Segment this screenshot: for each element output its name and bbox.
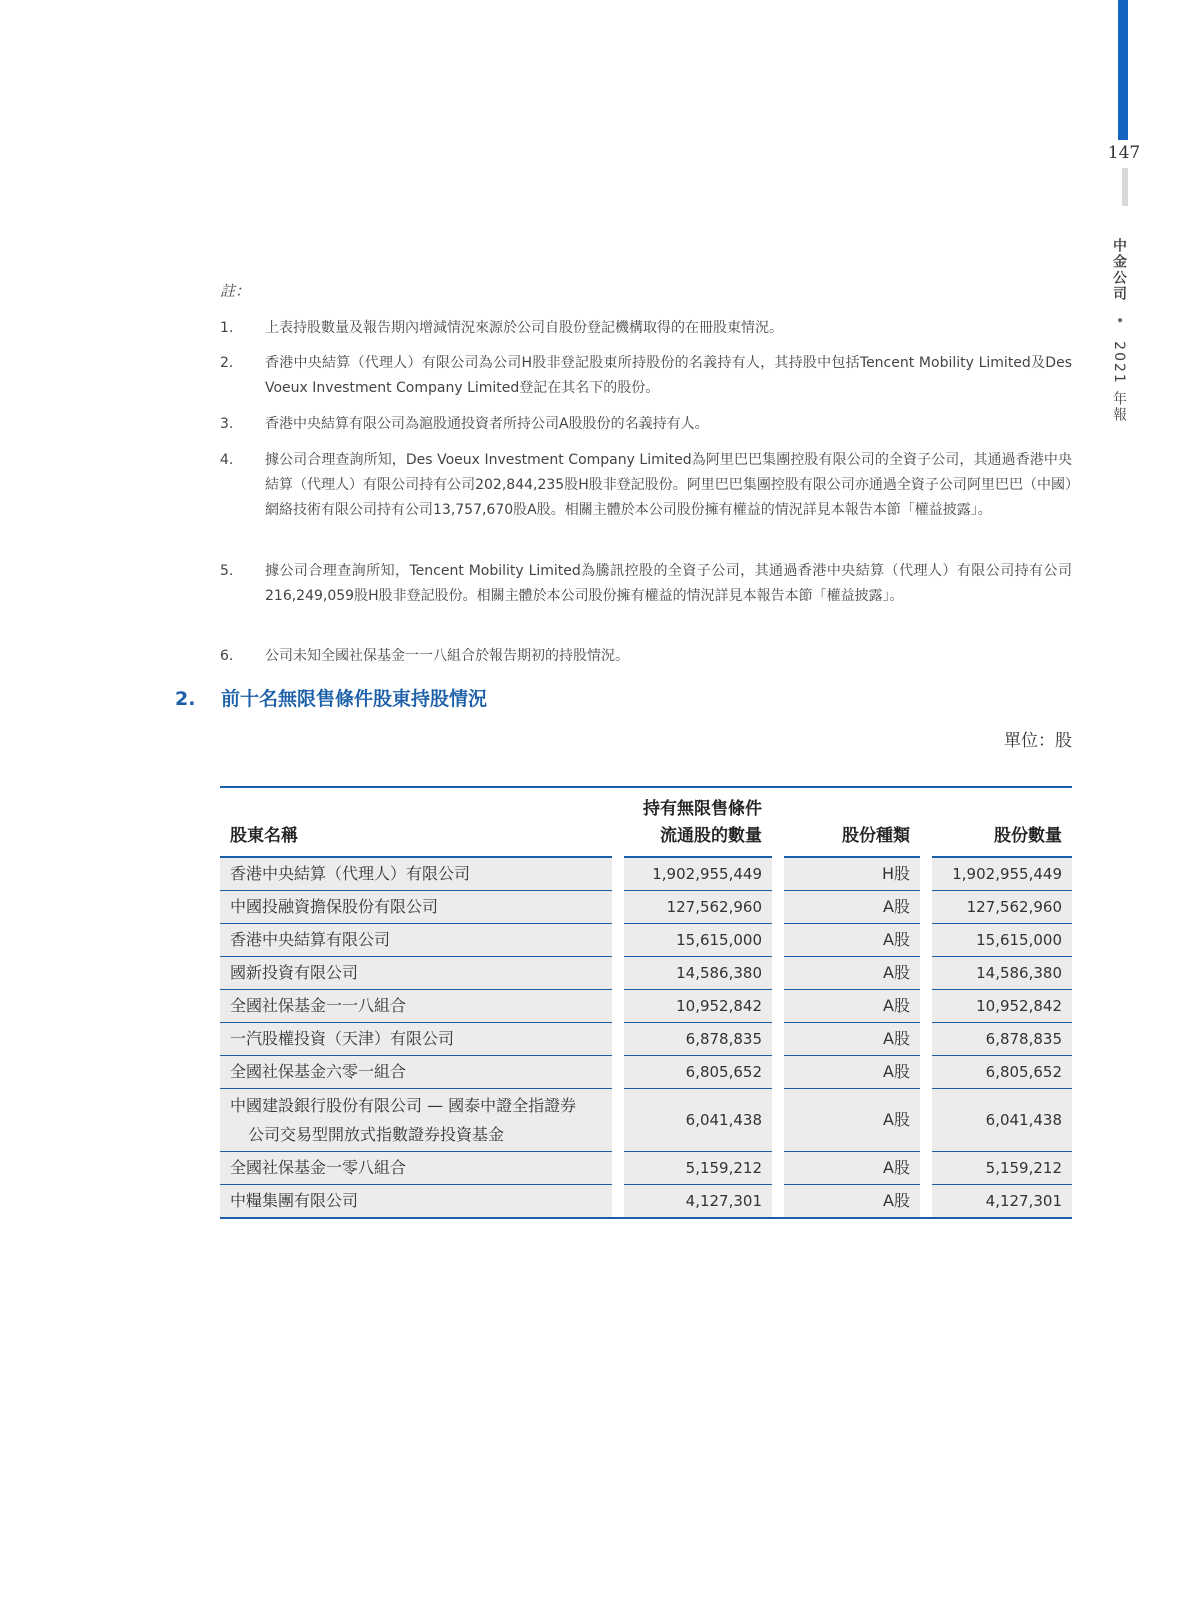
share-count: 15,615,000 <box>932 924 1072 957</box>
shareholder-name: 全國社保基金一一八組合 <box>220 990 612 1023</box>
share-class: A股 <box>784 1152 920 1185</box>
share-count: 10,952,842 <box>932 990 1072 1023</box>
note-item <box>220 412 1072 437</box>
report-title: 2021 年報 <box>1111 341 1127 424</box>
share-count: 6,878,835 <box>932 1023 1072 1056</box>
share-count: 6,805,652 <box>932 1056 1072 1089</box>
shareholder-name: 香港中央結算有限公司 <box>220 924 612 957</box>
note-number: 6. <box>220 648 234 664</box>
shareholder-name-line: 中國建設銀行股份有限公司 — 國泰中證全指證券 <box>230 1096 577 1115</box>
table-row <box>220 858 1072 891</box>
section-title: 前十名無限售條件股東持股情況 <box>221 688 488 710</box>
shareholder-name: 國新投資有限公司 <box>220 957 612 990</box>
table-row <box>220 924 1072 957</box>
company-name: 中金公司 <box>1111 238 1127 302</box>
shareholder-name-line: 公司交易型開放式指數證券投資基金 <box>248 1125 505 1144</box>
table-row <box>220 1152 1072 1185</box>
note-number: 2. <box>220 355 234 371</box>
section-heading <box>175 684 487 711</box>
section-number: 2. <box>175 688 196 710</box>
share-class: A股 <box>784 990 920 1023</box>
table-row <box>220 957 1072 990</box>
unrestricted-shares: 5,159,212 <box>624 1152 772 1185</box>
notes-title: 註： <box>220 282 251 300</box>
table-row <box>220 1023 1072 1056</box>
unrestricted-shares: 4,127,301 <box>624 1185 772 1217</box>
note-text: 據公司合理查詢所知，Des Voeux Investment Company Limited為阿里巴巴集團控股有限公司的全資子公司，其通過香港中央結算（代理人）有限公司持有公司202,844,235股H股非登記股份。阿里巴巴集團控股有限公司亦通過全資子公司阿里巴巴（中國）網絡技術有限公司持有公司13,757,670股A股。相關主體於本公司股份擁有權益的情況詳見本報告本節「權益披露」。 <box>265 452 1072 518</box>
note-item <box>220 351 1072 401</box>
unrestricted-shares: 10,952,842 <box>624 990 772 1023</box>
note-item <box>220 448 1072 523</box>
header-shareholder-name: 股東名稱 <box>220 788 612 858</box>
note-number: 3. <box>220 416 234 432</box>
shareholder-name: 一汽股權投資（天津）有限公司 <box>220 1023 612 1056</box>
shareholder-name: 全國社保基金一零八組合 <box>220 1152 612 1185</box>
share-class: H股 <box>784 858 920 891</box>
share-class: A股 <box>784 891 920 924</box>
note-item <box>220 644 1072 669</box>
page-number: 147 <box>1107 143 1141 163</box>
share-count: 6,041,438 <box>932 1089 1072 1152</box>
share-class: A股 <box>784 1089 920 1152</box>
share-count: 4,127,301 <box>932 1185 1072 1217</box>
table-row <box>220 1185 1072 1217</box>
side-grey-bar <box>1122 168 1128 206</box>
note-item <box>220 316 1072 341</box>
share-class: A股 <box>784 957 920 990</box>
header-share-count: 股份數量 <box>932 788 1072 858</box>
note-text: 公司未知全國社保基金一一八組合於報告期初的持股情況。 <box>265 648 629 664</box>
note-text: 上表持股數量及報告期內增減情況來源於公司自股份登記機構取得的在冊股東情況。 <box>265 320 783 336</box>
table-row <box>220 891 1072 924</box>
table-row <box>220 990 1072 1023</box>
unrestricted-shares: 15,615,000 <box>624 924 772 957</box>
top-shareholders-table <box>220 786 1072 1219</box>
report-side-label <box>1112 238 1126 423</box>
table-row <box>220 1089 1072 1152</box>
share-class: A股 <box>784 1185 920 1217</box>
share-count: 5,159,212 <box>932 1152 1072 1185</box>
share-count: 14,586,380 <box>932 957 1072 990</box>
note-number: 5. <box>220 563 234 579</box>
note-text: 據公司合理查詢所知，Tencent Mobility Limited為騰訊控股的全資子公司，其通過香港中央結算（代理人）有限公司持有公司216,249,059股H股非登記股份。相關主體於本公司股份擁有權益的情況詳見本報告本節「權益披露」。 <box>265 563 1072 604</box>
unrestricted-shares: 14,586,380 <box>624 957 772 990</box>
unrestricted-shares: 6,041,438 <box>624 1089 772 1152</box>
unrestricted-shares: 6,878,835 <box>624 1023 772 1056</box>
note-number: 4. <box>220 452 234 468</box>
note-number: 1. <box>220 320 234 336</box>
share-class: A股 <box>784 924 920 957</box>
unrestricted-shares: 6,805,652 <box>624 1056 772 1089</box>
header-line: 流通股的數量 <box>660 826 762 846</box>
note-text: 香港中央結算（代理人）有限公司為公司H股非登記股東所持股份的名義持有人，其持股中包括Tencent Mobility Limited及Des Voeux Investment Company Limited登記在其名下的股份。 <box>265 355 1072 396</box>
share-count: 127,562,960 <box>932 891 1072 924</box>
shareholder-name: 中糧集團有限公司 <box>220 1185 612 1217</box>
table-row <box>220 1056 1072 1089</box>
share-class: A股 <box>784 1023 920 1056</box>
table-header-row <box>220 788 1072 858</box>
shareholder-name: 香港中央結算（代理人）有限公司 <box>220 858 612 891</box>
side-accent-bar <box>1118 0 1128 140</box>
note-text: 香港中央結算有限公司為滬股通投資者所持公司A股股份的名義持有人。 <box>265 416 709 432</box>
header-share-class: 股份種類 <box>784 788 920 858</box>
shareholder-name <box>220 1089 612 1152</box>
share-count: 1,902,955,449 <box>932 858 1072 891</box>
shareholder-name: 中國投融資擔保股份有限公司 <box>220 891 612 924</box>
separator-dot: • <box>1111 316 1127 327</box>
note-item <box>220 559 1072 609</box>
header-line: 持有無限售條件 <box>643 799 762 819</box>
header-unrestricted-shares <box>624 788 772 858</box>
unrestricted-shares: 127,562,960 <box>624 891 772 924</box>
share-class: A股 <box>784 1056 920 1089</box>
unrestricted-shares: 1,902,955,449 <box>624 858 772 891</box>
shareholder-name: 全國社保基金六零一組合 <box>220 1056 612 1089</box>
unit-label: 單位：股 <box>1004 731 1072 751</box>
